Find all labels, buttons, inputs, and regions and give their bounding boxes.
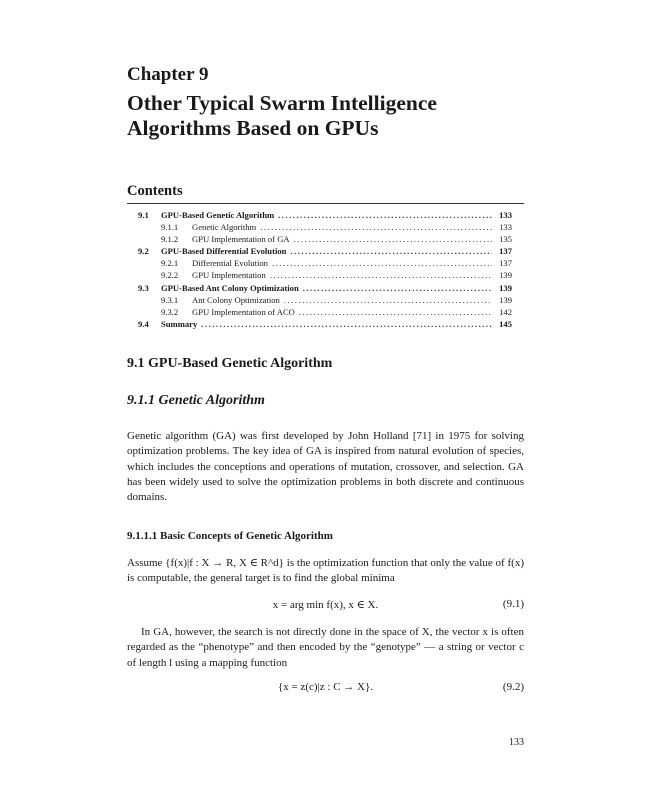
contents-divider <box>127 203 524 204</box>
contents-heading: Contents <box>127 183 183 199</box>
equation-number: (9.1) <box>502 598 524 610</box>
toc-entry-page: 139 <box>499 294 512 305</box>
body-paragraph: In GA, however, the search is not directly done in the space of X, the vector x is often regarded as the “phenotype” and then encoded by the “genotype” — a string or vector c of length l using a mapping function <box>127 626 524 669</box>
toc-leader-dots <box>290 245 492 257</box>
toc-entry-number: 9.2 <box>138 246 149 257</box>
toc-entry-page: 135 <box>499 234 512 245</box>
chapter-title-line-2: Algorithms Based on GPUs <box>127 116 379 140</box>
section-heading: 9.1 GPU-Based Genetic Algorithm <box>127 356 333 371</box>
toc-leader-dots <box>270 269 492 281</box>
toc-entry-number: 9.1.2 <box>161 234 179 245</box>
toc-entry-page: 133 <box>499 210 512 220</box>
toc-entry-page: 142 <box>499 306 512 317</box>
toc-leader-dots <box>303 282 492 294</box>
toc-leader-dots <box>294 233 492 245</box>
toc-entry-number: 9.3.1 <box>161 294 179 305</box>
toc-entry[interactable] <box>138 318 512 330</box>
toc-entry[interactable] <box>138 233 512 245</box>
toc-entry-title: Summary <box>161 318 198 329</box>
toc-leader-dots <box>272 257 492 269</box>
toc-entry-number: 9.1 <box>138 210 149 220</box>
equation <box>127 681 524 697</box>
toc-leader-dots <box>278 209 492 221</box>
chapter-title-line-1: Other Typical Swarm Intelligence <box>127 91 437 115</box>
toc-entry-page: 139 <box>499 270 512 281</box>
chapter-title <box>127 91 547 141</box>
toc-entry-page: 145 <box>499 318 512 329</box>
toc-leader-dots <box>260 221 492 233</box>
subsubsection-heading: 9.1.1.1 Basic Concepts of Genetic Algorithm <box>127 530 333 542</box>
toc-entry-number: 9.3 <box>138 282 149 293</box>
toc-entry[interactable] <box>138 221 512 233</box>
equation-number: (9.2) <box>502 681 524 693</box>
toc-entry-title: GPU Implementation of GA <box>192 234 290 245</box>
toc-entry-page: 137 <box>499 258 512 269</box>
subsection-heading: 9.1.1 Genetic Algorithm <box>127 393 265 408</box>
toc-entry[interactable] <box>138 209 512 221</box>
toc-entry[interactable] <box>138 257 512 269</box>
toc-entry-title: GPU Implementation <box>192 270 266 281</box>
toc-entry-title: GPU-Based Genetic Algorithm <box>161 210 275 220</box>
toc-entry[interactable] <box>138 269 512 281</box>
page-number: 133 <box>509 737 524 748</box>
toc-entry-number: 9.2.2 <box>161 270 179 281</box>
toc-leader-dots <box>299 306 492 318</box>
toc-entry-page: 139 <box>499 282 512 293</box>
body-paragraph: Assume {f(x)|f : X → R, X ∈ R^d} is the optimization function that only the value of f(x) is computable, the general target is to find the global minima <box>127 557 524 585</box>
table-of-contents <box>138 209 512 330</box>
equation-expression: {x = z(c)|z : C → X}. <box>277 681 374 693</box>
toc-entry-title: Ant Colony Optimization <box>192 294 280 305</box>
equation-expression: x = arg min f(x), x ∈ X. <box>272 599 379 611</box>
toc-entry[interactable] <box>138 282 512 294</box>
toc-leader-dots <box>284 294 492 306</box>
toc-entry-number: 9.4 <box>138 318 149 329</box>
toc-entry-number: 9.3.2 <box>161 306 179 317</box>
toc-entry-number: 9.2.1 <box>161 258 179 269</box>
toc-entry[interactable] <box>138 306 512 318</box>
toc-entry[interactable] <box>138 294 512 306</box>
toc-entry-title: GPU-Based Ant Colony Optimization <box>161 282 299 293</box>
toc-entry-title: Differential Evolution <box>192 258 268 269</box>
toc-entry-title: GPU Implementation of ACO <box>192 306 295 317</box>
toc-entry-page: 133 <box>499 222 512 233</box>
toc-entry[interactable] <box>138 245 512 257</box>
toc-entry-page: 137 <box>499 246 512 257</box>
toc-leader-dots <box>201 318 492 330</box>
toc-entry-number: 9.1.1 <box>161 222 179 233</box>
toc-entry-title: GPU-Based Differential Evolution <box>161 246 287 257</box>
chapter-label: Chapter 9 <box>127 64 209 85</box>
equation <box>127 598 524 614</box>
toc-entry-title: Genetic Algorithm <box>192 222 257 233</box>
body-paragraph: Genetic algorithm (GA) was first developed by John Holland [71] in 1975 for solving optimization problems. The key idea of GA is inspired from natural evolution of species, which includes the conceptions and operations of mutation, crossover, and selection. GA has been widely used to solve the optimization problems in both discrete and continuous domains. <box>127 430 524 504</box>
